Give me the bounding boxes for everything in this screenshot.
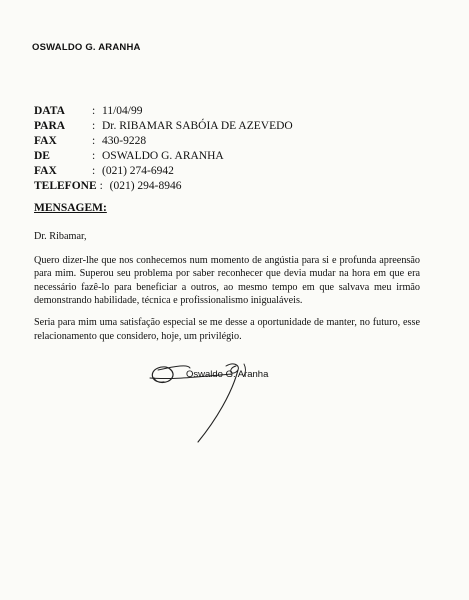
fax-row-to: [34, 119, 293, 134]
date-label: DATA: [34, 105, 65, 117]
from-fax-separator: :: [92, 165, 96, 177]
phone-separator: :: [99, 180, 103, 192]
letterhead-name: OSWALDO G. ARANHA: [32, 42, 141, 53]
message-paragraph: Quero dizer-lhe que nos conhecemos num momento de angústia para si e profunda apreensão para mim. Superou seu problema por saber reconhecer que devia mudar na hora em que era necessário fazê-lo para beneficiar a outros, ao mesmo tempo em que salvava meu irmão demonstrando habilidade, técnica e profissionalismo inigualáveis.: [34, 254, 420, 307]
fax-row-phone: [34, 179, 293, 194]
message-paragraph: Seria para mim uma satisfação especial se me desse a oportunidade de manter, no futuro, esse relacionamento que considero, hoje, um privilégio.: [34, 316, 420, 342]
from-label: DE: [34, 150, 50, 162]
signature-typed-name: Oswaldo G. Aranha: [186, 369, 269, 380]
fax-header-block: [34, 104, 293, 194]
message-body: [34, 230, 420, 351]
date-value: 11/04/99: [102, 105, 143, 117]
to-value: Dr. RIBAMAR SABÓIA DE AZEVEDO: [102, 120, 293, 132]
to-fax-value: 430-9228: [102, 135, 147, 147]
date-separator: :: [92, 105, 96, 117]
to-fax-separator: :: [92, 135, 96, 147]
to-label: PARA: [34, 120, 66, 132]
fax-row-date: [34, 104, 293, 119]
from-separator: :: [92, 150, 96, 162]
from-fax-label: FAX: [34, 165, 57, 177]
to-fax-label: FAX: [34, 135, 57, 147]
from-fax-value: (021) 274-6942: [102, 165, 174, 177]
phone-label: TELEFONE: [34, 180, 97, 192]
fax-row-from-fax: [34, 164, 293, 179]
to-separator: :: [92, 120, 96, 132]
fax-row-to-fax: [34, 134, 293, 149]
message-heading: MENSAGEM:: [34, 202, 107, 214]
salutation: Dr. Ribamar,: [34, 231, 87, 242]
fax-row-from: [34, 149, 293, 164]
phone-value: (021) 294-8946: [109, 180, 182, 192]
from-value: OSWALDO G. ARANHA: [102, 150, 224, 162]
